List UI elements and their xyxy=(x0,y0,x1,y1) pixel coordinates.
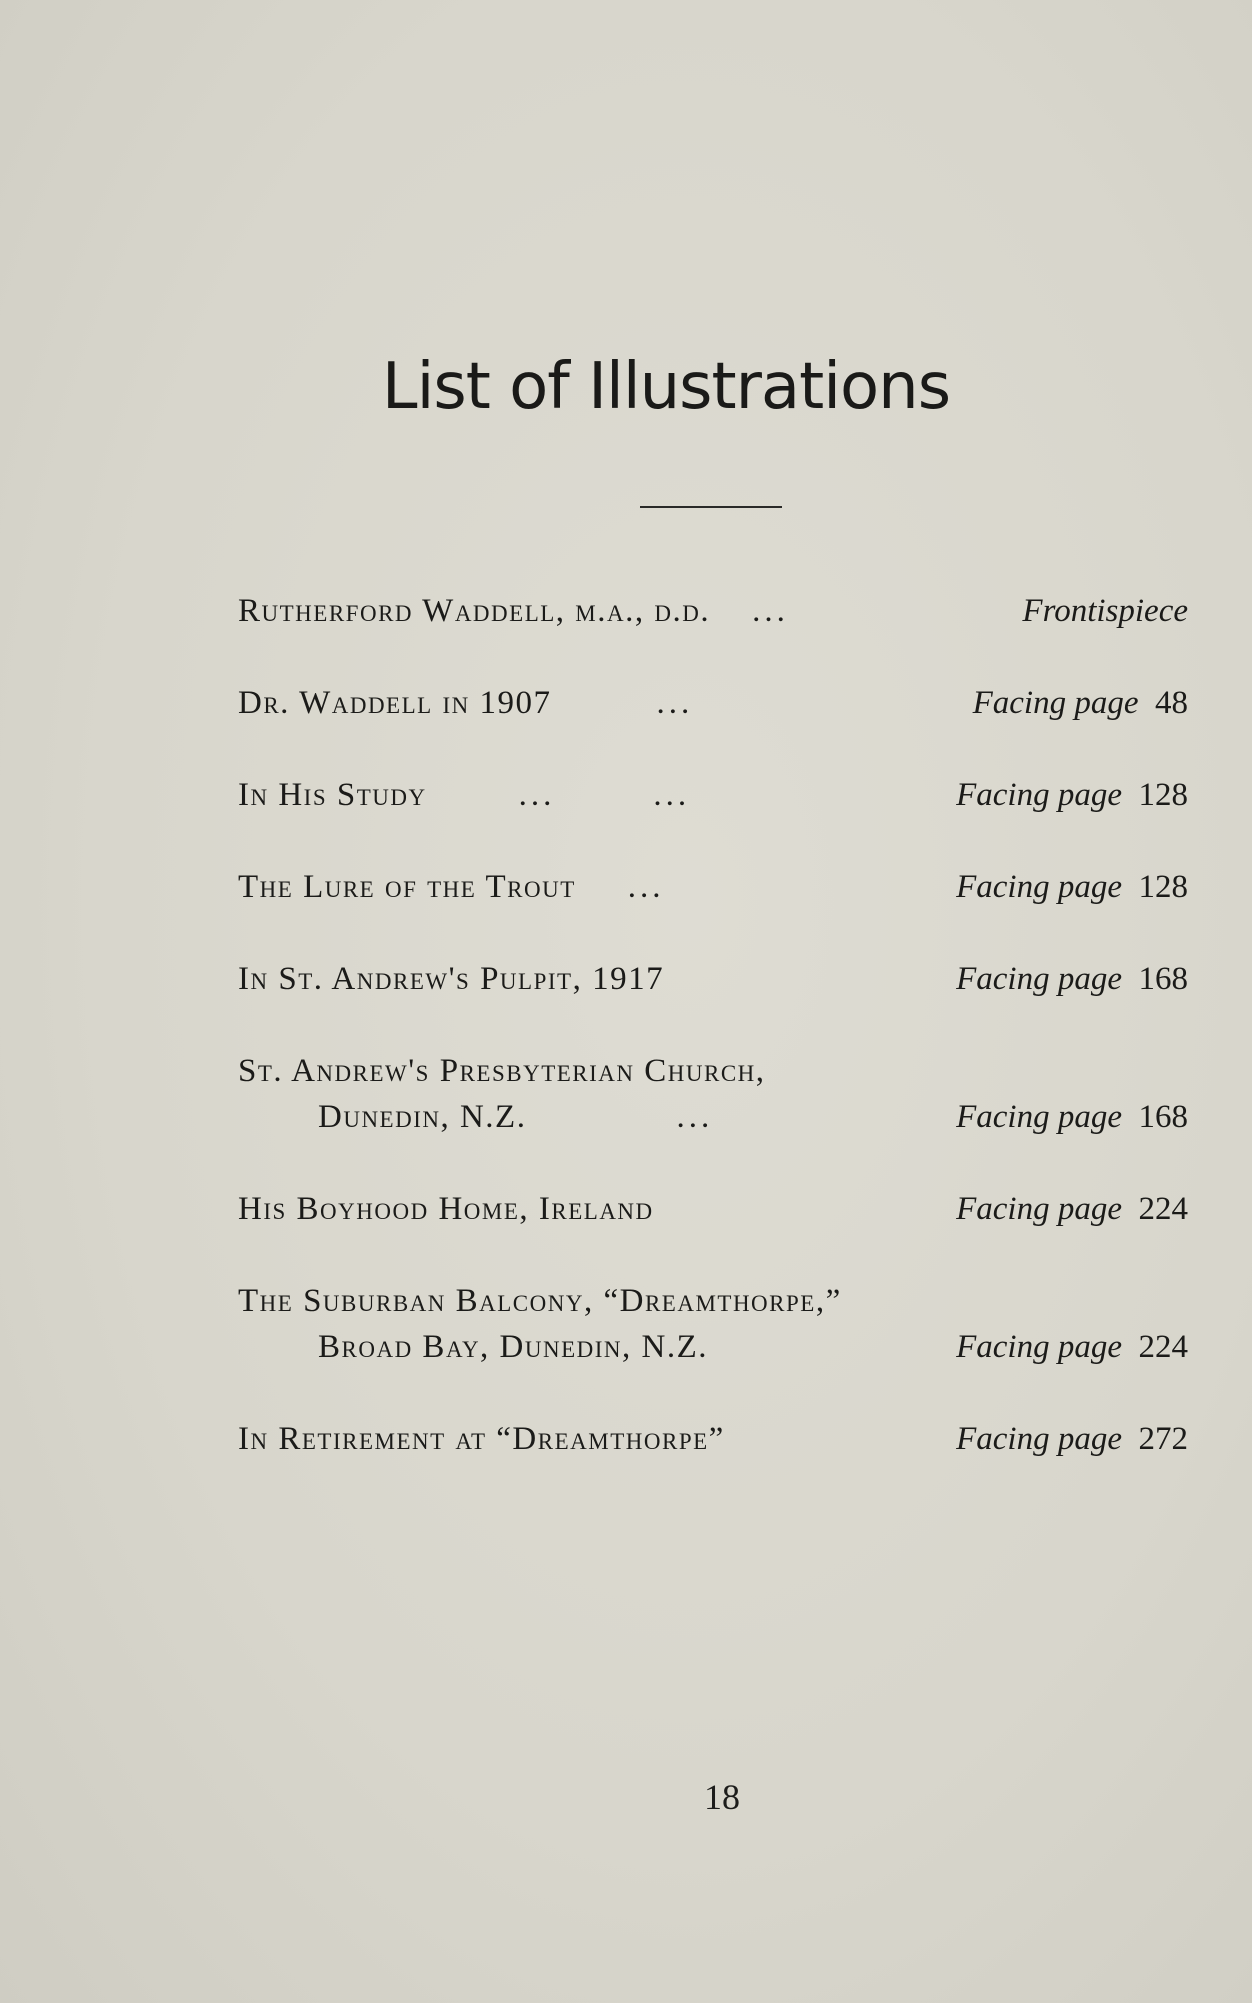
illustrations-list xyxy=(238,588,1188,1508)
list-item xyxy=(238,864,1188,910)
page-ref: 224 xyxy=(1130,1329,1188,1365)
list-item xyxy=(238,1186,1188,1232)
page-ref: 128 xyxy=(1130,869,1188,905)
illustration-title: In His Study xyxy=(238,777,427,813)
list-item xyxy=(238,772,1188,818)
facing-text: Facing page xyxy=(956,1329,1122,1365)
list-item-line xyxy=(238,1094,1188,1140)
facing-label xyxy=(956,1416,1188,1462)
list-item-line xyxy=(238,1048,1188,1094)
illustration-title: His Boyhood Home, Ireland xyxy=(238,1191,654,1227)
illustration-title: In Retirement at “Dreamthorpe” xyxy=(238,1421,725,1457)
list-item xyxy=(238,956,1188,1002)
page-ref: 272 xyxy=(1130,1421,1188,1457)
illustration-title: Dr. Waddell in 1907 xyxy=(238,685,552,721)
list-item xyxy=(238,1048,1188,1140)
list-item xyxy=(238,680,1188,726)
list-item-line xyxy=(238,1324,1188,1370)
facing-text: Facing page xyxy=(972,685,1139,721)
facing-text: Facing page xyxy=(956,1099,1122,1135)
facing-label xyxy=(956,1094,1188,1140)
illustration-title-continued: Broad Bay, Dunedin, N.Z. xyxy=(318,1329,709,1365)
facing-label xyxy=(956,956,1188,1002)
facing-text: Facing page xyxy=(956,1191,1122,1227)
facing-text: Frontispiece xyxy=(1022,593,1188,629)
list-item xyxy=(238,1278,1188,1370)
facing-label xyxy=(956,772,1188,818)
facing-text: Facing page xyxy=(956,869,1122,905)
list-item-line xyxy=(238,1278,1188,1324)
page-ref: 168 xyxy=(1130,1099,1188,1135)
list-item-line xyxy=(238,864,1188,910)
title-rule xyxy=(640,506,782,508)
page-number: 18 xyxy=(704,1777,740,1817)
page-ref: 224 xyxy=(1130,1191,1188,1227)
illustration-title-continued: Dunedin, N.Z. xyxy=(318,1099,527,1135)
facing-label xyxy=(1022,588,1188,634)
page-ref: 48 xyxy=(1146,685,1188,721)
list-item-line xyxy=(238,588,1188,634)
facing-label xyxy=(973,680,1188,726)
leader-dots: ... xyxy=(676,1099,714,1135)
list-item-line xyxy=(238,1416,1188,1462)
facing-text: Facing page xyxy=(956,961,1122,997)
page-title: List of Illustrations xyxy=(381,350,951,424)
leader-dots: ... xyxy=(627,869,665,905)
page-ref: 128 xyxy=(1130,777,1188,813)
illustration-title: Rutherford Waddell, m.a., d.d. xyxy=(238,593,711,629)
list-item xyxy=(238,1416,1188,1462)
illustration-title: St. Andrew's Presbyterian Church, xyxy=(238,1053,766,1089)
list-item xyxy=(238,588,1188,634)
list-item-line xyxy=(238,772,1188,818)
page-ref: 168 xyxy=(1130,961,1188,997)
facing-text: Facing page xyxy=(956,1421,1122,1457)
list-item-line xyxy=(238,1186,1188,1232)
leader-dots: ... ... xyxy=(518,777,691,813)
list-item-line xyxy=(238,956,1188,1002)
leader-dots: ... xyxy=(752,593,789,629)
illustration-title: The Suburban Balcony, “Dreamthorpe,” xyxy=(238,1283,842,1319)
facing-text: Facing page xyxy=(956,777,1122,813)
facing-label xyxy=(956,1324,1188,1370)
leader-dots: ... xyxy=(656,685,694,721)
facing-label xyxy=(956,864,1188,910)
illustration-title: In St. Andrew's Pulpit, 1917 xyxy=(238,961,665,997)
list-item-line xyxy=(238,680,1188,726)
illustration-title: The Lure of the Trout xyxy=(238,869,576,905)
facing-label xyxy=(956,1186,1188,1232)
